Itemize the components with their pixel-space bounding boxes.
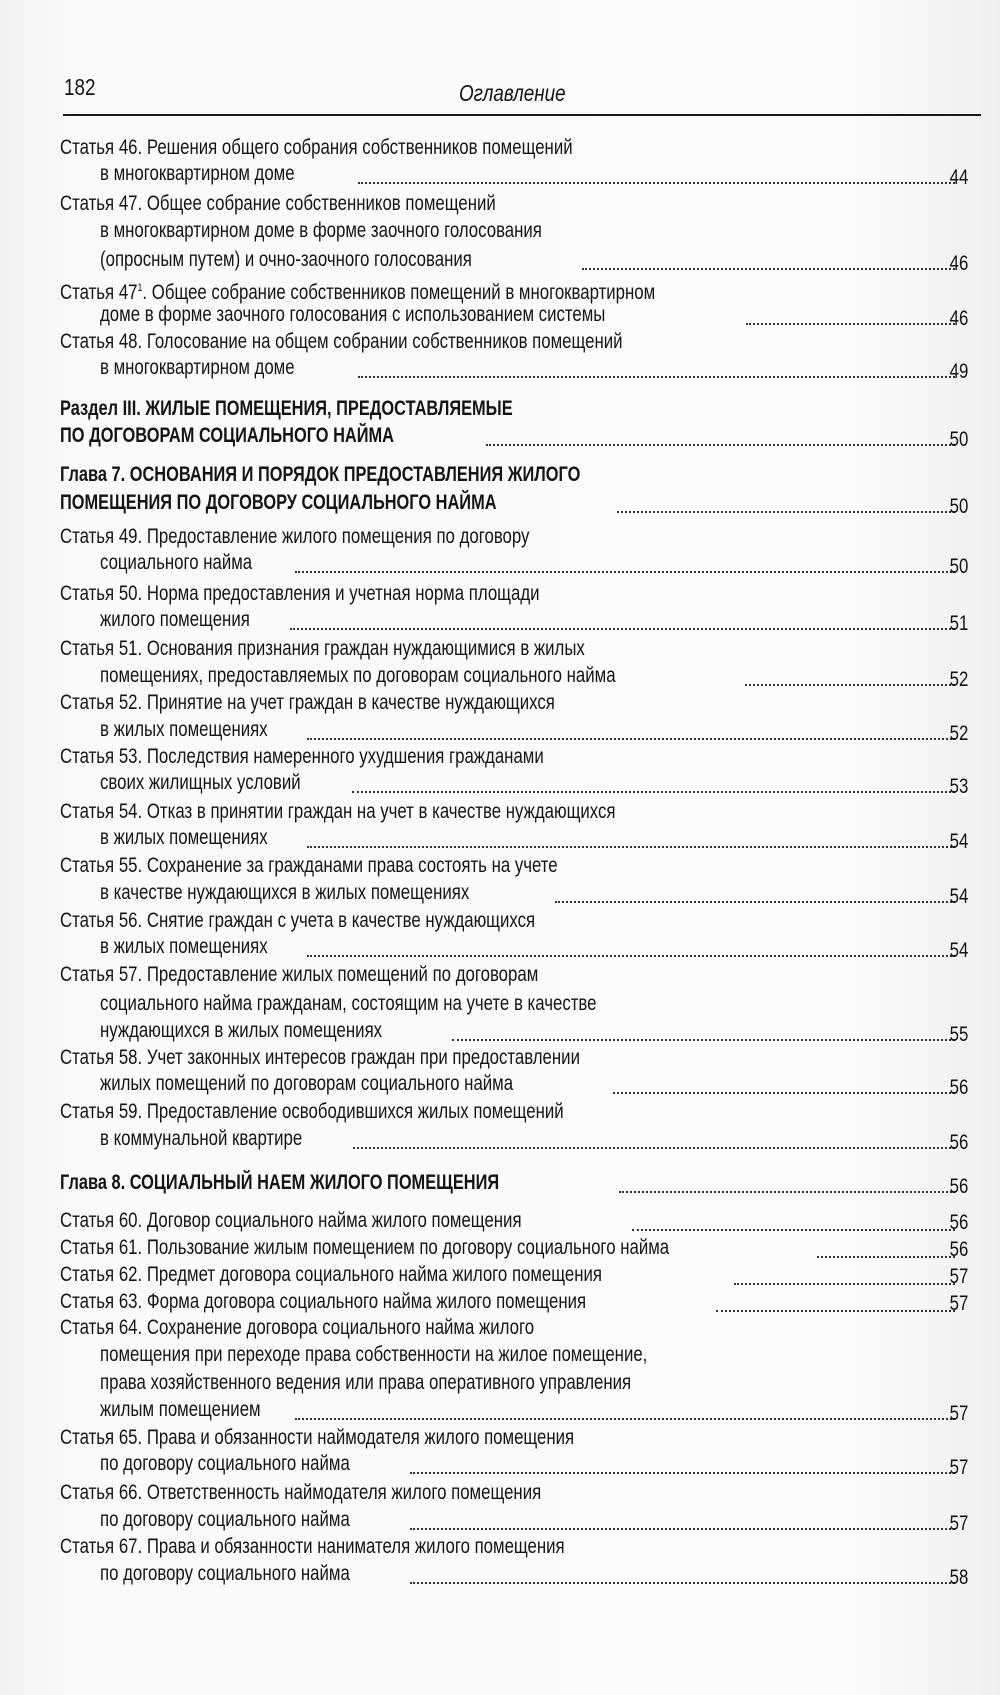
header-rule [63, 114, 981, 116]
dot-leader [716, 1288, 955, 1312]
dot-leader [307, 824, 955, 848]
toc-page-number: 56 [949, 1238, 968, 1261]
page-number: 182 [64, 74, 96, 100]
toc-entry-continuation: ПО ДОГОВОРАМ СОЦИАЛЬНОГО НАЙМА [60, 424, 394, 447]
dot-leader [632, 1207, 955, 1231]
toc-entry-continuation: по договору социального найма [100, 1508, 350, 1531]
toc-entry-continuation: своих жилищных условий [100, 771, 301, 794]
toc-entry-continuation: права хозяйственного ведения или права оперативного управления [100, 1371, 632, 1394]
toc-entry-title: Глава 7. ОСНОВАНИЯ И ПОРЯДОК ПРЕДОСТАВЛЕНИЯ ЖИЛОГО [60, 463, 581, 486]
dot-leader [295, 549, 955, 573]
toc-entry-continuation: по договору социального найма [100, 1452, 350, 1475]
toc-entry-title: Статья 54. Отказ в принятии граждан на учет в качестве нуждающихся [60, 800, 616, 823]
toc-entry-continuation: в жилых помещениях [100, 718, 268, 741]
toc-page-number: 55 [949, 1023, 968, 1046]
toc-entry-title: Статья 67. Права и обязанности нанимателя жилого помещения [60, 1535, 565, 1558]
toc-entry-title: Статья 49. Предоставление жилого помещения по договору [60, 525, 530, 548]
toc-page-number: 54 [949, 830, 968, 853]
running-title: Оглавление [459, 80, 566, 106]
toc-entry-title: Статья 55. Сохранение за гражданами права состоять на учете [60, 854, 558, 877]
toc-entry-continuation: нуждающихся в жилых помещениях [100, 1019, 383, 1042]
toc-entry-continuation: в жилых помещениях [100, 826, 268, 849]
dot-leader [613, 1070, 955, 1094]
dot-leader [353, 1125, 955, 1149]
toc-page-number: 50 [949, 428, 968, 451]
toc-page-number: 46 [949, 307, 968, 330]
dot-leader [290, 606, 955, 630]
toc-entry-title: Статья 52. Принятие на учет граждан в качестве нуждающихся [60, 691, 555, 714]
toc-entry-continuation: жилым помещением [100, 1398, 261, 1421]
toc-page-number: 56 [949, 1076, 968, 1099]
dot-leader [410, 1506, 955, 1530]
toc-entry-continuation: по договору социального найма [100, 1562, 350, 1585]
article-number: Статья 47 [60, 281, 138, 304]
toc-entry-continuation: социального найма гражданам, состоящим на учете в качестве [100, 992, 597, 1015]
toc-page-number: 56 [949, 1131, 968, 1154]
dot-leader [486, 422, 955, 446]
toc-page-number: 57 [949, 1265, 968, 1288]
toc-entry-title: Статья 63. Форма договора социального найма жилого помещения [60, 1290, 587, 1313]
dot-leader [734, 1261, 955, 1285]
toc-entry-title: Раздел III. ЖИЛЫЕ ПОМЕЩЕНИЯ, ПРЕДОСТАВЛЯЕМЫЕ [60, 397, 513, 420]
toc-entry-title: Статья 51. Основания признания граждан нуждающимися в жилых [60, 637, 585, 660]
toc-page-number: 57 [949, 1512, 968, 1535]
dot-leader [352, 769, 955, 793]
toc-page-number: 54 [949, 939, 968, 962]
toc-entry-title: Статья $47^1$. Общее собрание собственников помещений в многоквартирном [60, 281, 656, 304]
toc-entry-title: Статья 58. Учет законных интересов граждан при предоставлении [60, 1046, 580, 1069]
dot-leader [582, 246, 955, 270]
toc-entry-continuation: в многоквартирном доме [100, 162, 295, 185]
dot-leader [619, 1169, 955, 1193]
toc-entry-title: Статья 59. Предоставление освободившихся жилых помещений [60, 1100, 564, 1123]
article-superscript: 1 [137, 282, 143, 294]
dot-leader [295, 1396, 955, 1420]
dot-leader [452, 1017, 955, 1041]
toc-entry-title: Статья 66. Ответственность наймодателя жилого помещения [60, 1481, 542, 1504]
dot-leader [358, 160, 955, 184]
toc-entry-title: Статья 53. Последствия намеренного ухудшения гражданами [60, 745, 544, 768]
toc-page-number: 58 [949, 1566, 968, 1589]
toc-entry-title: Статья 46. Решения общего собрания собственников помещений [60, 136, 573, 159]
toc-entry-continuation: в жилых помещениях [100, 935, 268, 958]
toc-entry-title: Статья 57. Предоставление жилых помещений по договорам [60, 963, 539, 986]
toc-entry-continuation: помещения при переходе права собственности на жилое помещение, [100, 1343, 648, 1366]
dot-leader [617, 489, 955, 513]
toc-page-number: 56 [949, 1175, 968, 1198]
toc-entry-continuation: социального найма [100, 551, 253, 574]
toc-entry-continuation: в коммунальной квартире [100, 1127, 303, 1150]
toc-page-number: 44 [949, 166, 968, 189]
dot-leader [410, 1450, 955, 1474]
toc-page-number: 49 [949, 360, 968, 383]
toc-entry-title: Статья 48. Голосование на общем собрании собственников помещений [60, 330, 623, 353]
toc-page-number: 50 [949, 495, 968, 518]
toc-entry-continuation: помещениях, предоставляемых по договорам социального найма [100, 664, 616, 687]
toc-page-number: 54 [949, 885, 968, 908]
toc-page-number: 57 [949, 1456, 968, 1479]
dot-leader [745, 662, 955, 686]
toc-entry-title: Статья 62. Предмет договора социального найма жилого помещения [60, 1263, 603, 1286]
toc-entry-title: Статья 56. Снятие граждан с учета в качестве нуждающихся [60, 909, 536, 932]
toc-entry-continuation: ПОМЕЩЕНИЯ ПО ДОГОВОРУ СОЦИАЛЬНОГО НАЙМА [60, 491, 497, 514]
dot-leader [410, 1560, 955, 1584]
dot-leader [307, 716, 955, 740]
dot-leader [817, 1234, 955, 1258]
toc-entry-title: Статья 60. Договор социального найма жилого помещения [60, 1209, 522, 1232]
toc-entry-title: Статья 65. Права и обязанности наймодателя жилого помещения [60, 1426, 575, 1449]
toc-page-number: 57 [949, 1292, 968, 1315]
toc-page-number: 52 [949, 668, 968, 691]
toc-entry-title: Статья 50. Норма предоставления и учетная норма площади [60, 582, 540, 605]
toc-page-number: 51 [949, 612, 968, 635]
toc-entry-continuation: (опросным путем) и очно-заочного голосования [100, 248, 472, 271]
dot-leader [307, 933, 955, 957]
dot-leader [555, 879, 955, 903]
toc-entry-continuation: жилого помещения [100, 608, 250, 631]
toc-page-number: 52 [949, 722, 968, 745]
toc-entry-continuation: в качестве нуждающихся в жилых помещениях [100, 881, 470, 904]
toc-entry-continuation: доме в форме заочного голосования с использованием системы [100, 303, 606, 326]
toc-page-number: 53 [949, 775, 968, 798]
toc-entry-continuation: в многоквартирном доме в форме заочного голосования [100, 219, 542, 242]
dot-leader [746, 301, 955, 325]
toc-entry-title: Статья 61. Пользование жилым помещением по договору социального найма [60, 1236, 670, 1259]
toc-entry-title: Глава 8. СОЦИАЛЬНЫЙ НАЕМ ЖИЛОГО ПОМЕЩЕНИЯ [60, 1171, 500, 1194]
dot-leader [358, 354, 955, 378]
toc-entry-title: Статья 64. Сохранение договора социального найма жилого [60, 1316, 535, 1339]
toc-entry-continuation: в многоквартирном доме [100, 356, 295, 379]
toc-page-number: 56 [949, 1211, 968, 1234]
toc-page-number: 57 [949, 1402, 968, 1425]
toc-entry-continuation: жилых помещений по договорам социального найма [100, 1072, 514, 1095]
toc-entry-title: Статья 47. Общее собрание собственников помещений [60, 192, 496, 215]
toc-page-number: 50 [949, 555, 968, 578]
toc-page-number: 46 [949, 252, 968, 275]
